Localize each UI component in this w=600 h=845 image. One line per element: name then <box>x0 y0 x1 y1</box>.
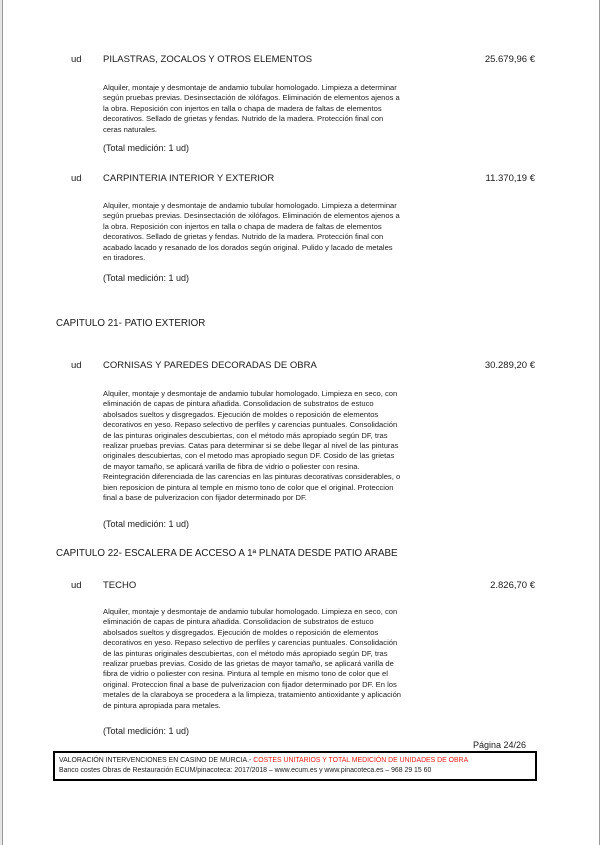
description-line: Alquiler, montaje y desmontaje de andamio tubular homologado. Limpieza en seco, con <box>103 389 398 398</box>
description-line: decorativos en yeso. Repaso selectivo de perfiles y carencias puntuales. Consolidación <box>103 638 398 648</box>
item-title: CORNISAS Y PAREDES DECORADAS DE OBRA <box>103 360 317 371</box>
description-line: ceras naturales. <box>103 124 158 134</box>
document-page <box>2 0 600 845</box>
chapter-heading: CAPITULO 21- PATIO EXTERIOR <box>56 318 206 329</box>
item-unit: ud <box>71 360 82 371</box>
description-line: acabado lacado y resanado de los dorados según original. Pulido y lacado de metales <box>103 242 393 252</box>
item-price: 11.370,19 € <box>485 173 535 184</box>
description-line: en tiradores. <box>103 253 146 263</box>
description-line: final a base de pulverizacion con fijador determinado por DF. <box>103 493 307 503</box>
description-line: eliminación de capas de pintura añadida. Consolidacion de substratos de estuco <box>103 399 374 409</box>
item-unit: ud <box>71 173 82 184</box>
description-line: fibra de vidrio o poliester con resina. Pintura al temple en mismo tono de color que el <box>103 669 388 679</box>
description-line: de las pinturas originales descubiertas, con el método más apropiado según DF, tras <box>103 648 388 658</box>
description-line: de las pinturas originales descubiertas, con el método más apropiado según DF, tras <box>103 430 388 440</box>
description-line: metales de la claraboya se procedera a la limpieza, tratamiento antioxidante y aplicación <box>103 690 402 700</box>
description-line: decorativos. Sellado de grietas y fendas. Nutrido de la madera. Protección final con <box>103 114 384 124</box>
item-price: 25.679,96 € <box>484 54 535 65</box>
item-total: (Total medición: 1 ud) <box>103 519 190 529</box>
description-line: decorativos en yeso. Repaso selectivo de perfiles y carencias puntuales. Consolidación <box>103 420 398 430</box>
footer-subtitle-red: COSTES UNITARIOS Y TOTAL MEDICIÓN DE UNIDADES DE OBRA <box>253 757 469 764</box>
description-line: Alquiler, montaje y desmontaje de andamio tubular homologado. Limpieza a determinar <box>103 83 397 92</box>
description-line: de pintura apropiada para metales. <box>103 700 221 710</box>
item-description <box>103 201 467 263</box>
item-description <box>103 83 467 135</box>
item-title: PILASTRAS, ZOCALOS Y OTROS ELEMENTOS <box>103 54 313 65</box>
item-unit: ud <box>71 580 82 591</box>
description-line: realizar pruebas previas. Catas para determinar si se debe llegar al nivel de las pinturas <box>103 441 399 451</box>
footer-line-2: Banco costes Obras de Restauración ECUM/pinacoteca: 2017/2018 – www.ecum.es y www.pinacoteca.es – 968 29 15 60 <box>59 767 432 774</box>
footer-box <box>53 751 537 781</box>
item-title: TECHO <box>103 580 137 591</box>
page-number: Página 24/26 <box>473 740 527 750</box>
description-line: de mayor tamaño, se aplicará varilla de fibra de vidrio o poliester con resina. <box>103 461 360 471</box>
footer-line-1 <box>59 756 535 766</box>
item-description <box>103 389 467 503</box>
chapter-heading: CAPITULO 22- ESCALERA DE ACCESO A 1ª PLNATA DESDE PATIO ARABE <box>56 548 398 559</box>
description-line: decorativos. Sellado de grietas y fendas. Nutrido de la madera. Protección final con <box>103 232 384 242</box>
item-total: (Total medición: 1 ud) <box>103 273 190 283</box>
item-title: CARPINTERIA INTERIOR Y EXTERIOR <box>103 173 275 184</box>
item-price: 30.289,20 € <box>484 360 535 371</box>
description-line: originales descubiertas, con el metodo mas apropiado segun DF. Cosido de las grietas <box>103 451 395 461</box>
description-line: realizar pruebas previas. Cosido de las grietas de mayor tamaño, se aplicará varilla de <box>103 659 394 669</box>
description-line: según pruebas previas. Desinsectación de xilófagos. Eliminación de elementos ajenos a <box>103 93 400 103</box>
description-line: la obra. Reposición con injertos en talla o chapa de madera de faltas de elementos <box>103 221 382 231</box>
item-description <box>103 607 467 711</box>
description-line: eliminación de capas de pintura añadida. Consolidacion de substratos de estuco <box>103 617 374 627</box>
description-line: abolsados sueltos y disgregados. Ejecución de moldes o reposición de elementos <box>103 627 379 637</box>
description-line: Alquiler, montaje y desmontaje de andamio tubular homologado. Limpieza a determinar <box>103 201 397 210</box>
description-line: la obra. Reposición con injertos en talla o chapa de madera de faltas de elementos <box>103 103 382 113</box>
description-line: según pruebas previas. Desinsectación de xilófagos. Eliminación de elementos ajenos a <box>103 211 400 221</box>
item-unit: ud <box>71 54 82 65</box>
footer-project-label: VALORACIÓN INTERVENCIONES EN CASINO DE MURCIA.- <box>59 757 254 764</box>
description-line: original. Proteccion final a base de pulverizacion con fijador determinado por DF. En los <box>103 679 397 689</box>
description-line: Alquiler, montaje y desmontaje de andamio tubular homologado. Limpieza en seco, con <box>103 607 398 616</box>
item-price: 2.826,70 € <box>490 580 535 591</box>
description-line: abolsados sueltos y disgregados. Ejecución de moldes o reposición de elementos <box>103 409 379 419</box>
description-line: Reintegración diferenciada de las carencias en las pinturas decorativas considerables, o <box>103 472 401 482</box>
item-total: (Total medición: 1 ud) <box>103 143 190 153</box>
description-line: bien reposicion de pintura al temple en mismo tono de color que el original. Proteccion <box>103 482 394 492</box>
item-total: (Total medición: 1 ud) <box>103 726 190 736</box>
